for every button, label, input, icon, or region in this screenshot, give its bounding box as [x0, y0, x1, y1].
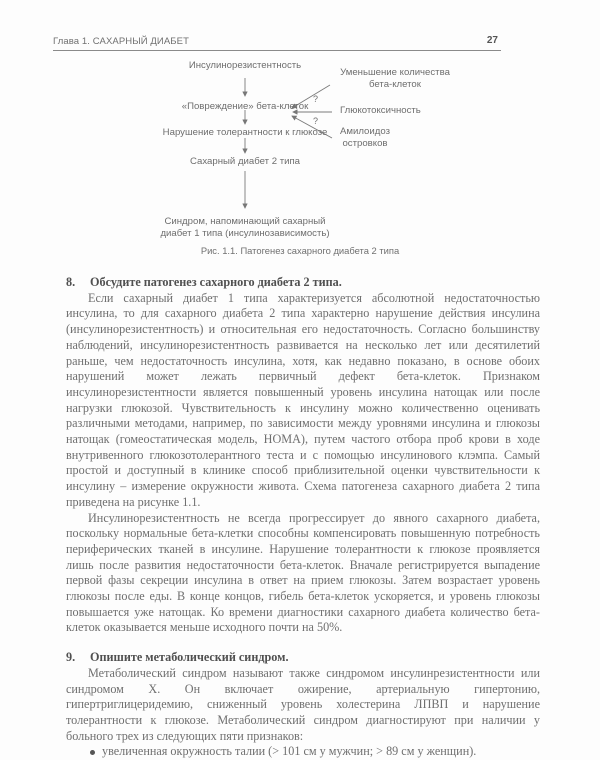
node-type1-like-syndrome	[160, 216, 329, 240]
page-number: 27	[486, 35, 498, 46]
running-header	[53, 36, 501, 51]
node-glucotoxicity: Глюкотоксичность	[340, 105, 421, 116]
question-mark-2: ?	[313, 116, 319, 126]
section-9-heading	[66, 650, 540, 666]
section-8-title: Обсудите патогенез сахарного диабета 2 типа.	[90, 275, 342, 289]
section-9-title: Опишите метаболический синдром.	[90, 650, 289, 665]
node-amyloidosis-line2: островков	[342, 138, 388, 149]
criteria-list	[66, 744, 540, 760]
node-beta-cell-decrease	[340, 67, 450, 91]
question-mark-1: ?	[313, 94, 319, 104]
section-8-paragraph-1: Если сахарный диабет 1 типа характеризуется абсолютной недостаточностью инсулина, то для сахарного диабета 2 типа характерно нарушение действия инсулина (инсулинорезистентность) и относительная его недостаточность. Согласно большинству наблюдений, инсулинорезистентность развивается на несколько лет или десятилетий раньше, чем недостаточность инсулина, хотя, как недавно показано, в основе обоих нарушений может лежать первичный дефект бета-клеток. Признаком инсулинорезистентности является повышенный уровень инсулина натощак или после нагрузки глюкозой. Чувствительность к инсулину можно количественно оценивать различными методами, например, по зависимости между уровнями инсулина и глюкозы натощак (гомеостатическая модель, HOMA), путем частого отбора проб крови в ходе внутривенного глюкозотолерантного теста и с помощью инсулинового клэмпа. Самый простой и доступный в клинике способ приблизительной оценки чувствительности к инсулину – измерение окружности живота. Схема патогенеза сахарного диабета 2 типа приведена на рисунке 1.1.	[66, 290, 540, 509]
body-text	[66, 275, 540, 760]
section-8-paragraph-2: Инсулинорезистентность не всегда прогрессирует до явного сахарного диабета, поскольку нормальные бета-клетки способны компенсировать повышенную потребность периферических тканей в инсулине. Нарушение толерантности к глюкозе проявляется лишь после развития недостаточности бета-клеток. Вначале регистрируется выпадение первой фазы секреции инсулина в ответ на прием глюкозы. Затем возрастает уровень глюкозы после еды. В конце концов, гибель бета-клеток ускоряется, и уровень глюкозы повышается уже натощак. Ко времени диагностики сахарного диабета количество бета-клеток оказывается меньше исходного почти на 50%.	[66, 510, 540, 635]
node-insulin-resistance: Инсулинорезистентность	[188, 60, 302, 71]
node-type2-diabetes: Сахарный диабет 2 типа	[190, 156, 300, 167]
section-9-paragraph-1: Метаболический синдром называют также синдромом инсулинрезистентности или синдромом X. Он включает ожирение, артериальную гипертонию, гипертриглицеридемию, сниженный уровень холестерина ЛПВП и нарушение толерантности к глюкозе. Метаболический синдром диагностируют при наличии у больного трех из следующих пяти признаков:	[66, 665, 540, 743]
node-type1-like-line1: Синдром, напоминающий сахарный	[164, 216, 326, 227]
chapter-title: Глава 1. САХАРНЫЙ ДИАБЕТ	[53, 36, 189, 47]
node-type1-like-line2: диабет 1 типа (инсулинозависимость)	[160, 228, 330, 239]
criteria-item: увеличенная окружность талии (> 101 см у мужчин; > 89 см у женщин).	[88, 744, 540, 760]
node-impaired-glucose-tolerance: Нарушение толерантности к глюкозе	[162, 127, 328, 138]
node-beta-decrease-line2: бета-клеток	[369, 79, 421, 90]
node-amyloidosis-line1: Амилоидоз	[340, 126, 390, 137]
node-beta-decrease-line1: Уменьшение количества	[340, 67, 450, 78]
pathogenesis-diagram	[0, 55, 600, 265]
node-beta-cell-damage: «Повреждение» бета-клеток	[181, 101, 309, 112]
section-9-number: 9.	[66, 650, 76, 665]
section-8-heading	[66, 275, 540, 291]
figure-caption: Рис. 1.1. Патогенез сахарного диабета 2 типа	[200, 245, 400, 256]
node-islet-amyloidosis	[340, 126, 390, 150]
section-8-number: 8.	[66, 275, 76, 289]
